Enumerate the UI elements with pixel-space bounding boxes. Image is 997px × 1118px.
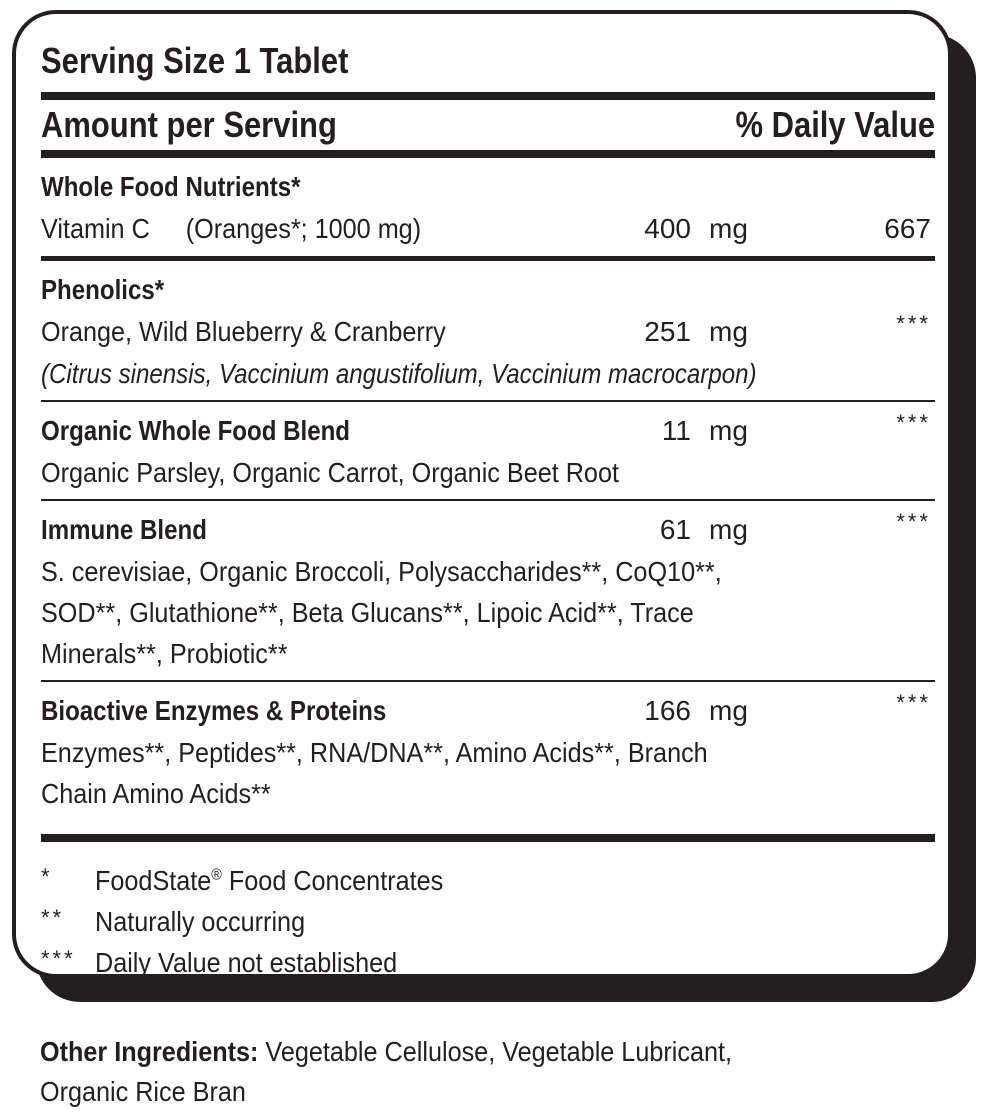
section-title: Organic Whole Food Blend	[41, 415, 351, 446]
blend-unit: mg	[709, 415, 748, 446]
footnote-text: Naturally occurring	[95, 906, 306, 937]
blend-ingredients	[41, 452, 935, 493]
blend-ingredients-line: Chain Amino Acids**	[41, 778, 271, 809]
section-title: Phenolics*	[41, 274, 165, 305]
nutrient-source: (Oranges*; 1000 mg)	[185, 213, 422, 244]
section-title: Whole Food Nutrients*	[41, 171, 301, 202]
section-immune-blend	[41, 501, 935, 680]
section-title-row	[41, 509, 935, 551]
blend-ingredients-line: Enzymes**, Peptides**, RNA/DNA**, Amino Acids**, Branch	[41, 737, 708, 768]
section-whole-food-nutrients	[41, 158, 935, 256]
other-ingredients	[40, 1032, 980, 1112]
footnote-mark: *	[41, 864, 53, 889]
nutrient-unit: mg	[709, 213, 748, 244]
footnote-text: FoodState	[95, 865, 212, 896]
rule-thick	[41, 834, 935, 842]
daily-value-label: % Daily Value	[735, 104, 935, 145]
blend-daily-value: ***	[896, 690, 931, 715]
amount-header	[41, 100, 935, 150]
nutrient-amount: 251	[644, 316, 691, 347]
rule-thick	[41, 92, 935, 100]
blend-ingredients-line: S. cerevisiae, Organic Broccoli, Polysaccharides**, CoQ10**,	[41, 556, 722, 587]
panel-content	[41, 40, 935, 983]
nutrient-amount: 400	[644, 213, 691, 244]
blend-unit: mg	[709, 514, 748, 545]
amount-per-serving-label: Amount per Serving	[41, 104, 337, 145]
nutrient-row-phenolics	[41, 311, 935, 353]
blend-amount: 166	[644, 695, 691, 726]
blend-amount: 61	[659, 514, 691, 545]
nutrient-name: Vitamin C	[41, 213, 150, 244]
blend-daily-value: ***	[896, 410, 931, 435]
blend-ingredients	[41, 592, 935, 633]
section-title-row	[41, 269, 935, 311]
footnote	[41, 901, 935, 942]
blend-ingredients	[41, 773, 935, 814]
other-ingredients-text: Organic Rice Bran	[40, 1076, 246, 1107]
nutrient-unit: mg	[709, 316, 748, 347]
blend-ingredients-line: SOD**, Glutathione**, Beta Glucans**, Lipoic Acid**, Trace	[41, 597, 694, 628]
section-title-row	[41, 166, 935, 208]
rule-thick	[41, 150, 935, 158]
blend-daily-value: ***	[896, 509, 931, 534]
section-title: Immune Blend	[41, 514, 207, 545]
supplement-facts-panel	[12, 10, 952, 978]
registered-mark: ®	[211, 866, 222, 884]
nutrient-name: Orange, Wild Blueberry & Cranberry	[41, 316, 446, 347]
footnotes	[41, 842, 935, 983]
blend-ingredients	[41, 732, 935, 773]
section-title: Bioactive Enzymes & Proteins	[41, 695, 387, 726]
blend-amount: 11	[661, 415, 691, 446]
latin-names	[41, 353, 935, 394]
footnote-text: Daily Value not established	[95, 947, 398, 978]
section-phenolics	[41, 261, 935, 400]
serving-size: Serving Size 1 Tablet	[41, 40, 349, 81]
footnote-mark: **	[41, 905, 65, 930]
footnote	[41, 860, 935, 901]
blend-ingredients-line: Minerals**, Probiotic**	[41, 638, 288, 669]
blend-ingredients	[41, 551, 935, 592]
blend-unit: mg	[709, 695, 748, 726]
section-title-row	[41, 410, 935, 452]
footnote-mark: ***	[41, 946, 76, 971]
other-ingredients-text: Vegetable Cellulose, Vegetable Lubricant,	[258, 1036, 732, 1067]
nutrient-row-vitamin-c	[41, 208, 935, 250]
blend-ingredients	[41, 633, 935, 674]
blend-ingredients-text: Organic Parsley, Organic Carrot, Organic Beet Root	[41, 457, 619, 488]
footnote-text: Food Concentrates	[221, 865, 444, 896]
footnote	[41, 942, 935, 983]
nutrient-daily-value: ***	[896, 311, 931, 336]
section-organic-whole-food-blend	[41, 402, 935, 499]
section-bioactive-enzymes	[41, 682, 935, 820]
other-ingredients-label: Other Ingredients:	[40, 1036, 259, 1067]
latin-names-text: (Citrus sinensis, Vaccinium angustifolium, Vaccinium macrocarpon)	[41, 358, 757, 389]
section-title-row	[41, 690, 935, 732]
nutrient-daily-value: 667	[884, 213, 931, 244]
